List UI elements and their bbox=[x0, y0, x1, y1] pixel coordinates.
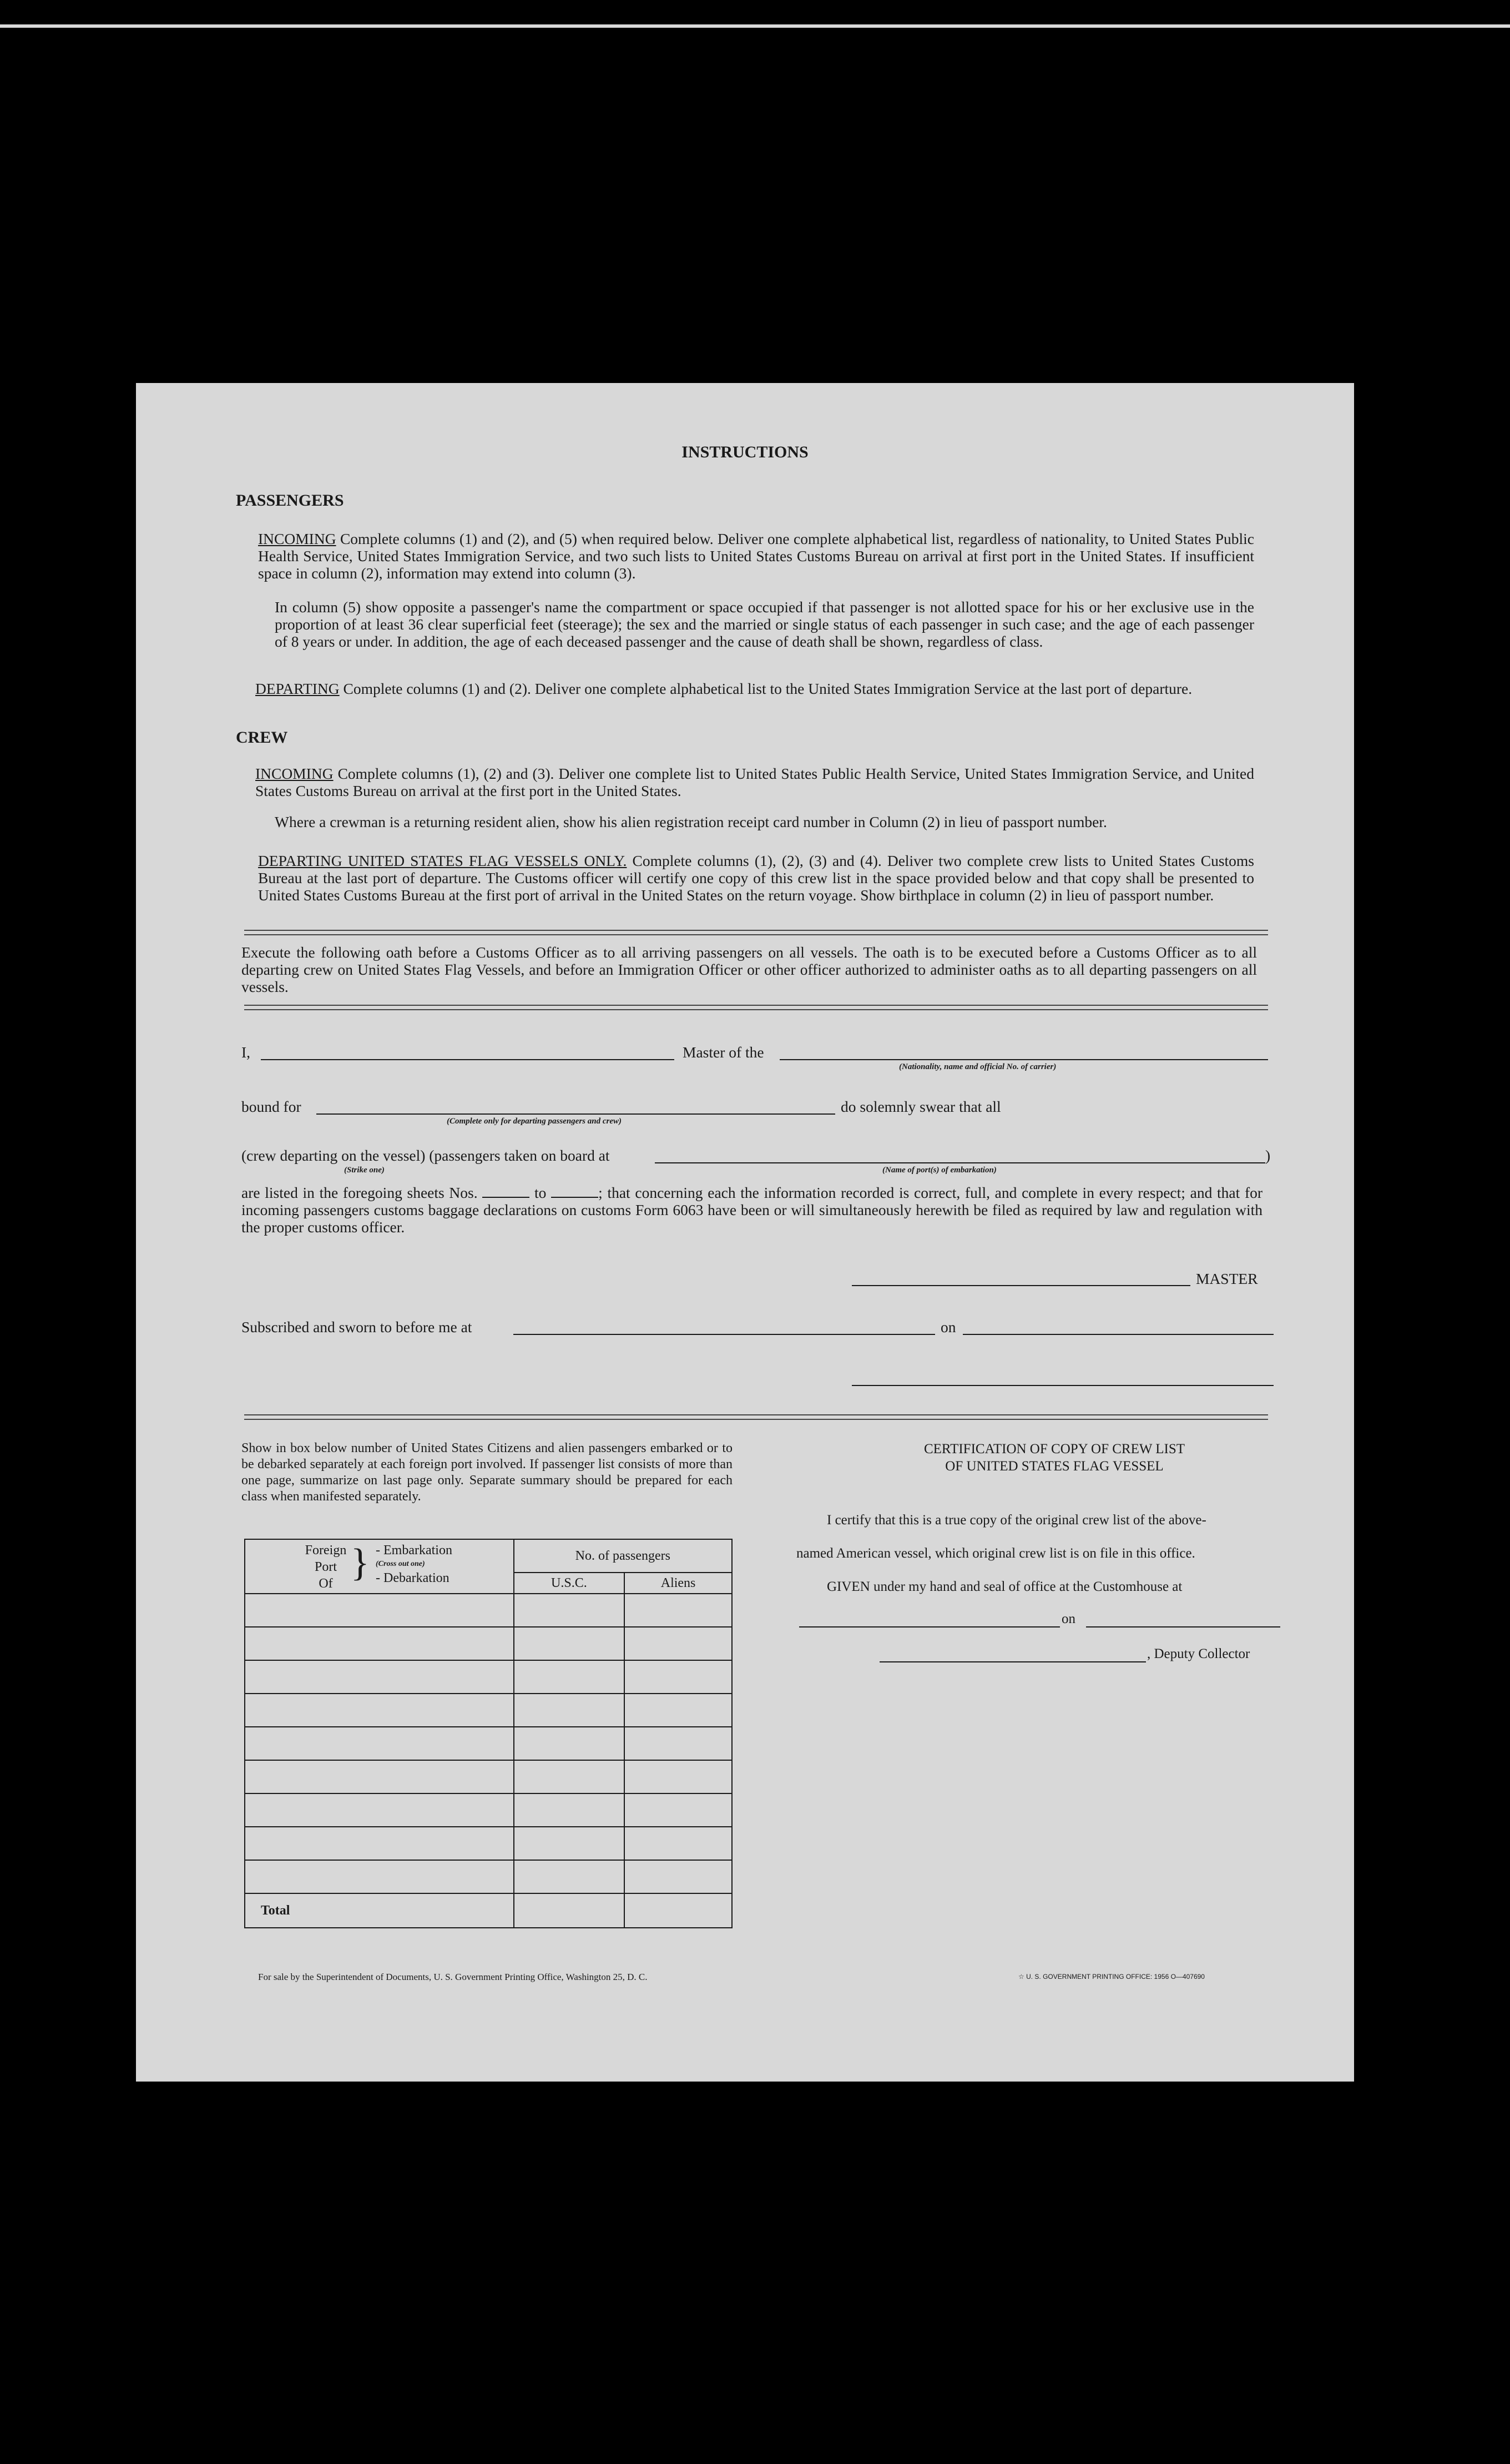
port-cell[interactable] bbox=[245, 1760, 514, 1793]
crew-incoming-label: INCOMING bbox=[255, 765, 334, 782]
certification-title-line1: CERTIFICATION OF COPY OF CREW LIST bbox=[923, 1442, 1185, 1457]
total-label: Total bbox=[245, 1893, 514, 1928]
crew-incoming-text: Complete columns (1), (2) and (3). Deliver one complete list to United States Public Health Service, United States Immigration Service, and United States Customs Bureau on arrival at the first port in the United States. bbox=[255, 765, 1254, 799]
aliens-header: Aliens bbox=[624, 1573, 732, 1594]
debarkation-label: - Debarkation bbox=[376, 1571, 450, 1585]
usc-cell[interactable] bbox=[514, 1627, 625, 1660]
certification-on-label: on bbox=[1062, 1611, 1075, 1626]
crew-departing-label-line: (crew departing on the vessel) (passengers taken on board at bbox=[241, 1147, 610, 1164]
crew-returning-paragraph: Where a crewman is a returning resident alien, show his alien registration receipt card number in Column (2) in lieu of passport number. bbox=[275, 813, 1107, 830]
table-row bbox=[245, 1694, 732, 1727]
usc-cell[interactable] bbox=[514, 1827, 625, 1860]
aliens-cell[interactable] bbox=[624, 1860, 732, 1893]
bound-for-field[interactable] bbox=[316, 1113, 835, 1115]
cross-out-caption: (Cross out one) bbox=[376, 1560, 425, 1568]
port-cell[interactable] bbox=[245, 1660, 514, 1694]
crew-departing-text: Complete columns (1), (2), (3) and (4). Deliver two complete crew lists to United States Customs Bureau at the last port of departure. The Customs officer will certify one copy of this crew list in the space provided below and that copy shall be presented to United States Customs Bureau at the first port of arrival in the United States on the return voyage. Show birthplace in column (2) in lieu of passport number. bbox=[258, 852, 1255, 904]
deputy-collector-signature-field[interactable] bbox=[880, 1661, 1146, 1662]
port-label: Port bbox=[314, 1560, 337, 1574]
table-row bbox=[245, 1827, 732, 1860]
aliens-cell[interactable] bbox=[624, 1660, 732, 1694]
usc-cell[interactable] bbox=[514, 1727, 625, 1760]
customhouse-field[interactable] bbox=[799, 1626, 1060, 1627]
foreign-label: Foreign bbox=[305, 1543, 347, 1558]
embarkation-label: - Embarkation bbox=[376, 1543, 452, 1558]
carrier-field[interactable] bbox=[780, 1059, 1268, 1060]
table-row bbox=[245, 1727, 732, 1760]
oath-instructions: Execute the following oath before a Customs Officer as to all arriving passengers on all vessels. The oath is to be executed before a Customs Officer as to all departing crew on United States Flag Vessels, and before an Immigration Officer or other officer authorized to administer oaths as to all departing passengers on all vessels. bbox=[241, 944, 1257, 995]
divider-rule bbox=[244, 1005, 1268, 1010]
master-of-label: Master of the bbox=[683, 1044, 764, 1061]
total-row bbox=[245, 1893, 732, 1928]
subscribed-label: Subscribed and sworn to before me at bbox=[241, 1318, 472, 1336]
port-cell[interactable] bbox=[245, 1627, 514, 1660]
usc-cell[interactable] bbox=[514, 1860, 625, 1893]
usc-cell[interactable] bbox=[514, 1793, 625, 1827]
listed-prefix: are listed in the foregoing sheets Nos. bbox=[241, 1184, 478, 1201]
port-cell[interactable] bbox=[245, 1694, 514, 1727]
embarkation-caption: (Name of port(s) of embarkation) bbox=[882, 1166, 997, 1175]
for-sale-footer: For sale by the Superintendent of Documents, U. S. Government Printing Office, Washington 25, D. C. bbox=[258, 1972, 648, 1982]
aliens-cell[interactable] bbox=[624, 1827, 732, 1860]
officer-signature-field[interactable] bbox=[852, 1385, 1274, 1386]
certification-date-field[interactable] bbox=[1086, 1626, 1280, 1627]
divider-rule bbox=[244, 930, 1268, 935]
table-row bbox=[245, 1627, 732, 1660]
divider-rule bbox=[244, 1414, 1268, 1420]
close-paren: ) bbox=[1265, 1147, 1271, 1164]
usc-header: U.S.C. bbox=[514, 1573, 625, 1594]
aliens-cell[interactable] bbox=[624, 1793, 732, 1827]
form-page bbox=[136, 383, 1354, 2082]
aliens-cell[interactable] bbox=[624, 1594, 732, 1627]
table-row bbox=[245, 1760, 732, 1793]
master-name-field[interactable] bbox=[261, 1059, 674, 1060]
certify-line1: I certify that this is a true copy of the original crew list of the above- bbox=[827, 1513, 1206, 1528]
master-signature-label: MASTER bbox=[1196, 1270, 1258, 1287]
table-row bbox=[245, 1860, 732, 1893]
crew-heading: CREW bbox=[236, 728, 288, 747]
table-row bbox=[245, 1594, 732, 1627]
scan-border-line bbox=[0, 24, 1510, 28]
given-line: GIVEN under my hand and seal of office at the Customhouse at bbox=[827, 1579, 1183, 1594]
listed-text: ; that concerning each the information recorded is correct, full, and complete in every respect; and that for incoming passengers customs baggage declarations on customs Form 6063 have been or will simultaneously herewith be filed as required by law and regulation with the proper customs officer. bbox=[241, 1184, 1263, 1236]
foreign-port-header bbox=[245, 1539, 514, 1594]
crew-departing-label: DEPARTING UNITED STATES FLAG VESSELS ONLY. bbox=[258, 852, 627, 869]
oath-i-label: I, bbox=[241, 1044, 251, 1061]
certify-line2: named American vessel, which original crew list is on file in this office. bbox=[796, 1546, 1195, 1561]
of-label: Of bbox=[319, 1576, 333, 1591]
passengers-incoming-text: Complete columns (1) and (2), and (5) when required below. Deliver one complete alphabetical list, regardless of nationality, to United States Public Health Service, United States Immigration Service, and two such lists to United States Customs Bureau on arrival at first port in the United States. If insufficient space in column (2), information may extend into column (3). bbox=[258, 530, 1254, 582]
passengers-incoming-label: INCOMING bbox=[258, 530, 336, 547]
certification-title-line2: OF UNITED STATES FLAG VESSEL bbox=[945, 1459, 1164, 1474]
deputy-collector-label: , Deputy Collector bbox=[1147, 1646, 1250, 1661]
sheet-from-field[interactable] bbox=[482, 1197, 529, 1198]
table-row bbox=[245, 1660, 732, 1694]
port-cell[interactable] bbox=[245, 1594, 514, 1627]
passengers-departing-text: Complete columns (1) and (2). Deliver one complete alphabetical list to the United States Immigration Service at the last port of departure. bbox=[339, 680, 1193, 697]
embarkation-port-field[interactable] bbox=[655, 1162, 1265, 1163]
port-cell[interactable] bbox=[245, 1860, 514, 1893]
subscribed-place-field[interactable] bbox=[513, 1334, 935, 1335]
swear-label: do solemnly swear that all bbox=[841, 1098, 1001, 1115]
aliens-total-cell[interactable] bbox=[624, 1893, 732, 1928]
aliens-cell[interactable] bbox=[624, 1727, 732, 1760]
usc-cell[interactable] bbox=[514, 1660, 625, 1694]
carrier-caption: (Nationality, name and official No. of carrier) bbox=[899, 1062, 1057, 1071]
usc-cell[interactable] bbox=[514, 1594, 625, 1627]
instructions-title: INSTRUCTIONS bbox=[681, 443, 809, 461]
passenger-summary-table bbox=[244, 1539, 733, 1928]
no-of-passengers-header: No. of passengers bbox=[514, 1539, 732, 1573]
passengers-departing-label: DEPARTING bbox=[255, 680, 340, 697]
brace-icon: } bbox=[351, 1541, 370, 1584]
bound-for-label: bound for bbox=[241, 1098, 301, 1115]
usc-total-cell[interactable] bbox=[514, 1893, 625, 1928]
certification-title bbox=[885, 1440, 1224, 1475]
port-cell[interactable] bbox=[245, 1827, 514, 1860]
gpo-footer: ☆ U. S. GOVERNMENT PRINTING OFFICE: 1956 O—407690 bbox=[1018, 1973, 1205, 1981]
usc-cell[interactable] bbox=[514, 1760, 625, 1793]
subscribed-on-label: on bbox=[941, 1318, 956, 1336]
passengers-heading: PASSENGERS bbox=[236, 491, 344, 510]
usc-cell[interactable] bbox=[514, 1694, 625, 1727]
to-label: to bbox=[534, 1184, 547, 1201]
strike-one-caption: (Strike one) bbox=[344, 1166, 385, 1175]
aliens-cell[interactable] bbox=[624, 1694, 732, 1727]
summary-instructions: Show in box below number of United States Citizens and alien passengers embarked or to be debarked separately at each foreign port involved. If passenger list consists of more than one page, summarize on last page only. Separate summary should be prepared for each class when manifested separately. bbox=[241, 1441, 733, 1504]
bound-for-caption: (Complete only for departing passengers and crew) bbox=[447, 1117, 622, 1126]
port-cell[interactable] bbox=[245, 1793, 514, 1827]
aliens-cell[interactable] bbox=[624, 1760, 732, 1793]
crew-departing-paragraph bbox=[258, 852, 1254, 904]
master-signature-field[interactable] bbox=[852, 1285, 1190, 1286]
aliens-cell[interactable] bbox=[624, 1627, 732, 1660]
table-row bbox=[245, 1793, 732, 1827]
port-cell[interactable] bbox=[245, 1727, 514, 1760]
sheet-to-field[interactable] bbox=[551, 1197, 598, 1198]
passengers-column5-paragraph: In column (5) show opposite a passenger's name the compartment or space occupied if that passenger is not allotted space for his or her exclusive use in the proportion of at least 36 clear superficial feet (steerage); the sex and the married or single status of each passenger in such case; and the age of each passenger of 8 years or under. In addition, the age of each deceased passenger and the cause of death shall be shown, regardless of class. bbox=[275, 598, 1254, 650]
passengers-incoming-paragraph bbox=[258, 530, 1254, 582]
listed-paragraph bbox=[241, 1184, 1262, 1236]
crew-incoming-paragraph bbox=[255, 765, 1254, 799]
passengers-departing-paragraph bbox=[255, 680, 1254, 697]
subscribed-date-field[interactable] bbox=[963, 1334, 1274, 1335]
